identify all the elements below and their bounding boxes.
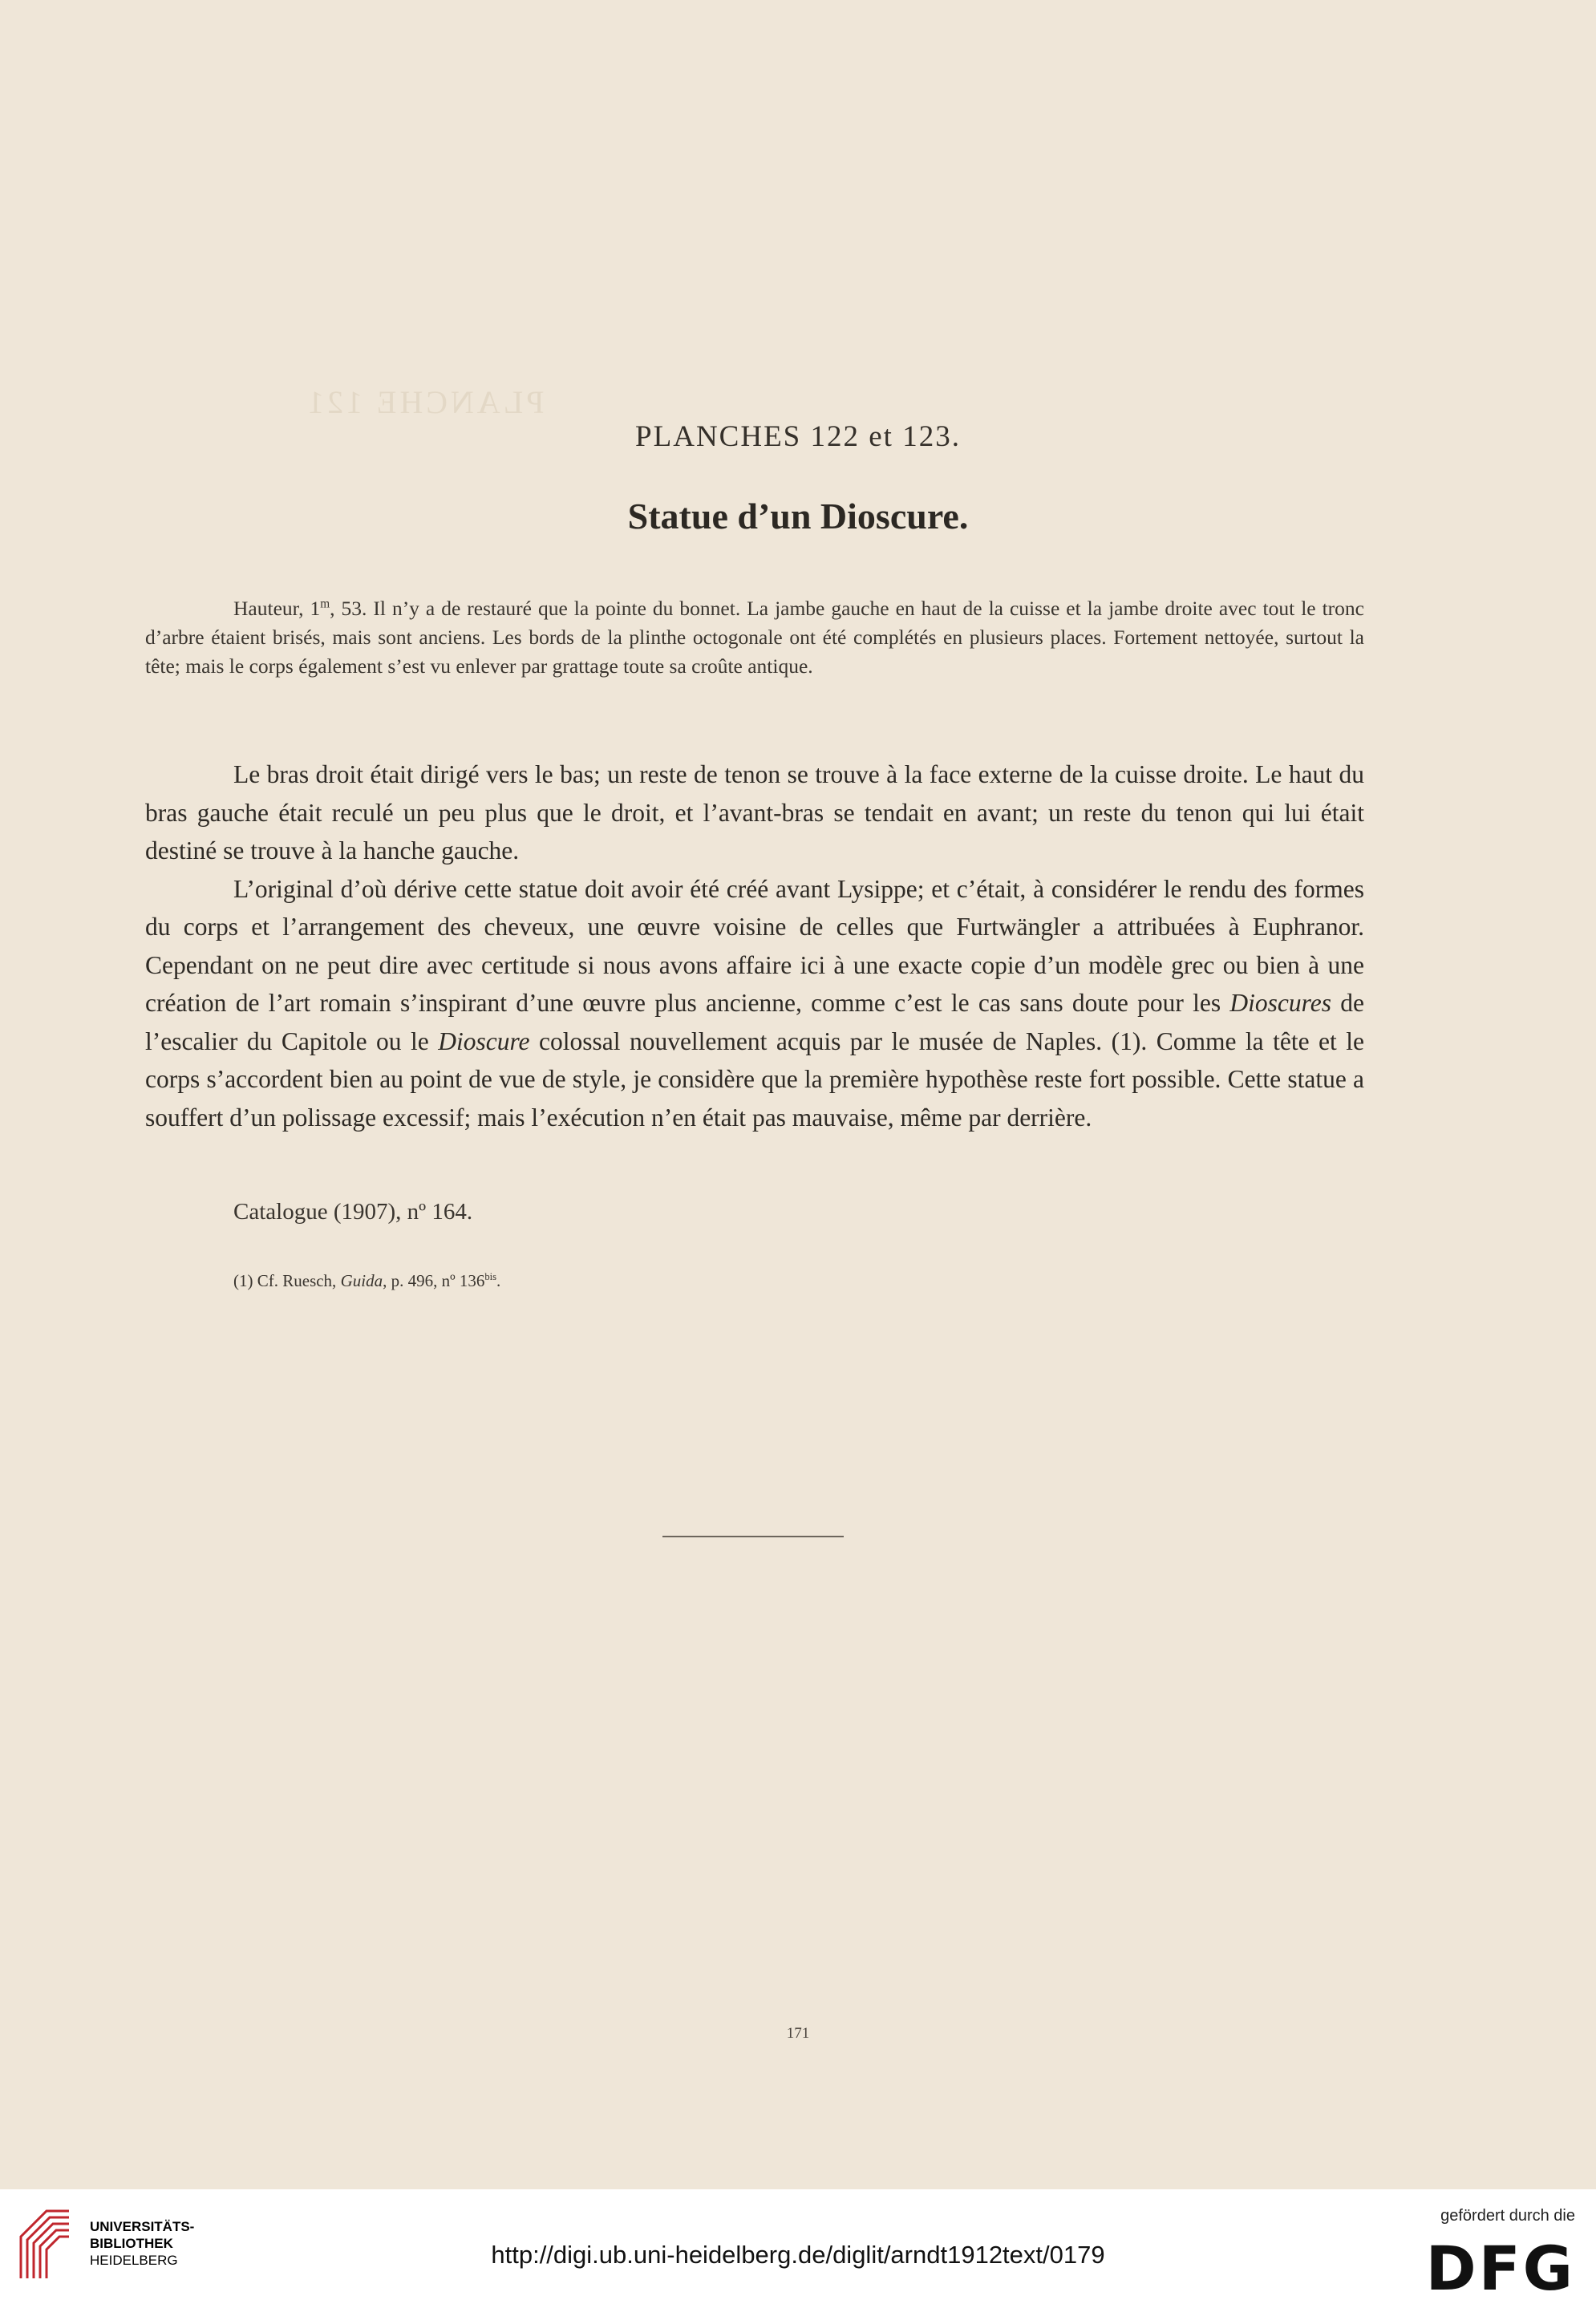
section-divider: [662, 1536, 844, 1537]
footnote-italic: Guida: [340, 1271, 383, 1290]
footnote-text-c: .: [496, 1271, 501, 1290]
show-through-text: PLANCHE 121: [305, 384, 545, 420]
intro-text-start: Hauteur, 1: [233, 597, 321, 620]
plate-heading: PLANCHES 122 et 123.: [635, 420, 961, 453]
para2-italic-dioscures: Dioscures: [1229, 989, 1331, 1017]
body-text: [145, 755, 1364, 1136]
intro-superscript: m: [320, 597, 330, 611]
permalink-url[interactable]: http://digi.ub.uni-heidelberg.de/diglit/arndt1912text/0179: [491, 2241, 1105, 2269]
para2-text-b: de l’escalier du Capitole ou le: [145, 989, 1365, 1055]
para2-text-c: colossal nouvellement acquis par le musée de Naples. (1). Comme la tête et le corps s’accordent bien au point de vue de style, je considère que la première hypothèse reste fort possible. Cette statue a souffert d’un polissage excessif; mais l’exécution n’en était pas mauvaise, même par derrière.: [145, 1026, 1364, 1132]
body-paragraph-1: Le bras droit était dirigé vers le bas; un reste de tenon se trouve à la face externe de la cuisse droite. Le haut du bras gauche était reculé un peu plus que le droit, et l’avant-bras se tendait en avant; un reste du tenon qui lui était destiné se trouve à la hanche gauche.: [145, 760, 1364, 865]
funded-by-label: gefördert durch die: [1440, 2207, 1575, 2225]
intro-text-rest: , 53. Il n’y a de restauré que la pointe du bonnet. La jambe gauche en haut de la cuisse et la jambe droite avec tout le tronc d’arbre étaient brisés, mais sont anciens. Les bords de la plinthe octogonale ont été complétés en plusieurs places. Fortement nettoyée, surtout la tête; mais le corps également s’est vu enlever par grattage toute sa croûte antique.: [145, 597, 1364, 678]
intro-paragraph: [145, 594, 1364, 681]
para2-italic-dioscure: Dioscure: [438, 1026, 530, 1055]
library-name-line1: UNIVERSITÄTS-: [90, 2219, 195, 2234]
page-number: 171: [786, 2025, 810, 2042]
catalogue-reference: Catalogue (1907), nº 164.: [233, 1199, 473, 1225]
library-name-line2: BIBLIOTHEK: [90, 2236, 173, 2251]
body-paragraph-2: [145, 870, 1364, 1137]
digitization-footer: [0, 2189, 1596, 2302]
footnote-text-a: (1) Cf. Ruesch,: [233, 1271, 341, 1290]
para2-text-a: L’original d’où dérive cette statue doit avoir été créé avant Lysippe; et c’était, à considérer le rendu des formes du corps et l’arrangement des cheveux, une œuvre voisine de celles que Furtwängler a attribuées à Euphranor. Cependant on ne peut dire avec certitude si nous avons affaire ici à une exacte copie d’un modèle grec ou bien à une création de l’art romain s’inspirant d’une œuvre plus ancienne, comme c’est le cas sans doute pour les: [145, 874, 1364, 1017]
dfg-logo[interactable]: DFG: [1425, 2233, 1575, 2304]
footnote-text-b: , p. 496, nº 136: [383, 1271, 485, 1290]
page-title: Statue d’un Dioscure.: [627, 496, 969, 537]
footnote: [233, 1271, 500, 1291]
library-name-line3: HEIDELBERG: [90, 2253, 178, 2268]
footnote-superscript: bis: [484, 1271, 497, 1282]
